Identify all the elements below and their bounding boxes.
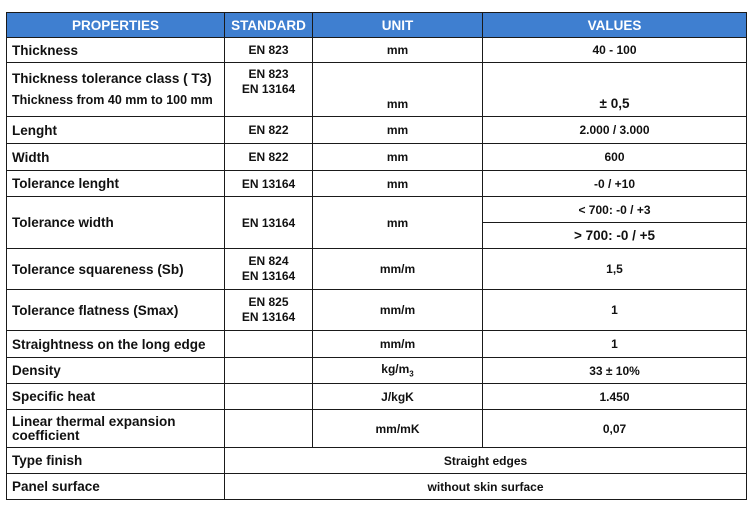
value-cell: 1 [483,290,747,331]
property-cell: Type finish [7,448,225,474]
header-standard: STANDARD [225,13,313,38]
unit-base: kg/m [381,362,410,377]
value-cell: -0 / +10 [483,171,747,197]
property-line-1: Linear thermal expansion [12,413,176,429]
value-cell: 40 - 100 [483,38,747,63]
property-cell [7,410,225,448]
standard-cell [225,63,313,117]
value-cell-upper: < 700: -0 / +3 [483,197,747,223]
standard-cell: EN 13164 [225,197,313,249]
standard-cell: EN 13164 [225,171,313,197]
property-cell: Panel surface [7,474,225,500]
standard-cell: EN 822 [225,117,313,144]
property-cell [7,63,225,117]
unit-cell: mm [313,38,483,63]
value-cell: 1,5 [483,249,747,290]
property-line-2: Thickness from 40 mm to 100 mm [12,93,213,107]
value-cell: 600 [483,144,747,171]
unit-cell: mm [313,117,483,144]
unit-cell: mm [313,63,483,117]
property-cell: Straightness on the long edge [7,331,225,358]
standard-cell [225,290,313,331]
row-thickness-tolerance [7,63,747,117]
standard-line-2: EN 13164 [241,82,296,96]
value-cell: 2.000 / 3.000 [483,117,747,144]
value-cell-lower: > 700: -0 / +5 [483,223,747,249]
unit-cell: mm/m [313,249,483,290]
standard-cell [225,331,313,358]
standard-line-2: EN 13164 [241,310,296,324]
property-cell: Density [7,358,225,384]
row-density [7,358,747,384]
row-thickness [7,38,747,63]
header-properties: PROPERTIES [7,13,225,38]
property-line-1: Thickness tolerance class ( T3) [12,71,212,86]
value-cell: ± 0,5 [483,63,747,117]
unit-cell [313,358,483,384]
standard-cell: EN 822 [225,144,313,171]
row-tolerance-width [7,197,747,223]
unit-cell: mm/mK [313,410,483,448]
unit-cell: J/kgK [313,384,483,410]
row-tolerance-flatness [7,290,747,331]
row-tolerance-length [7,171,747,197]
header-row [7,13,747,38]
standard-line-1: EN 823 [248,67,289,81]
property-cell: Specific heat [7,384,225,410]
property-cell: Tolerance squareness (Sb) [7,249,225,290]
standard-line-2: EN 13164 [241,269,296,283]
unit-cell: mm [313,144,483,171]
property-cell: Lenght [7,117,225,144]
row-width [7,144,747,171]
value-cell: without skin surface [225,474,747,500]
value-cell: 33 ± 10% [483,358,747,384]
value-cell: 0,07 [483,410,747,448]
standard-line-1: EN 824 [248,254,289,268]
property-cell: Thickness [7,38,225,63]
property-cell: Width [7,144,225,171]
unit-cell: mm [313,197,483,249]
properties-table [6,12,747,500]
value-cell: 1 [483,331,747,358]
standard-cell [225,410,313,448]
standard-cell: EN 823 [225,38,313,63]
property-cell: Tolerance width [7,197,225,249]
row-specific-heat [7,384,747,410]
unit-subscript: 3 [409,369,414,379]
standard-cell [225,249,313,290]
row-straightness [7,331,747,358]
property-cell: Tolerance lenght [7,171,225,197]
unit-cell: mm/m [313,290,483,331]
value-cell: Straight edges [225,448,747,474]
value-cell: 1.450 [483,384,747,410]
property-line-2: coefficient [12,427,80,443]
property-cell: Tolerance flatness (Smax) [7,290,225,331]
standard-line-1: EN 825 [248,295,289,309]
row-panel-surface [7,474,747,500]
header-values: VALUES [483,13,747,38]
row-linear-thermal [7,410,747,448]
standard-cell [225,384,313,410]
unit-cell: mm/m [313,331,483,358]
row-length [7,117,747,144]
row-tolerance-squareness [7,249,747,290]
unit-cell: mm [313,171,483,197]
row-type-finish [7,448,747,474]
standard-cell [225,358,313,384]
header-unit: UNIT [313,13,483,38]
